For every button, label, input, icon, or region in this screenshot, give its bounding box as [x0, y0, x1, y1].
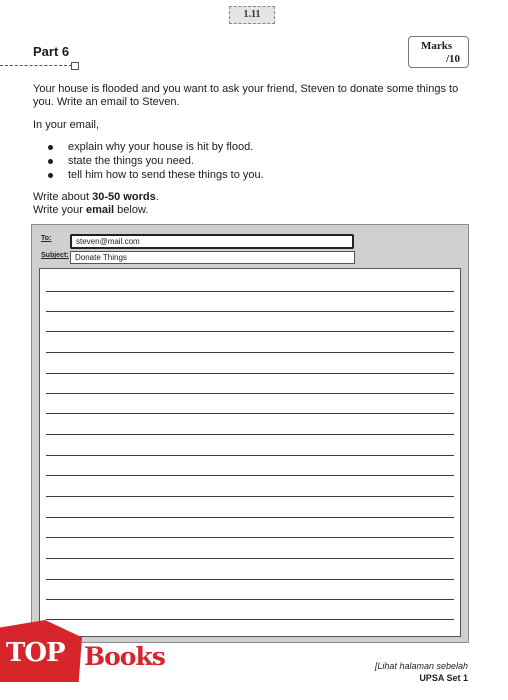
writing-line [46, 599, 454, 600]
subject-field[interactable]: Donate Things [70, 251, 355, 264]
to-label: To: [41, 235, 52, 242]
write-email-bold: email [85, 204, 115, 216]
bullet-dot-icon [48, 145, 53, 150]
writing-line [46, 373, 454, 374]
writing-line [46, 434, 454, 435]
footer-set: UPSA Set 1 [419, 673, 468, 683]
bullet-text: tell him how to send these things to you. [68, 169, 264, 181]
bullet-dot-icon [48, 173, 53, 178]
writing-line [46, 291, 454, 292]
cut-line-end [71, 62, 79, 70]
topbooks-logo [0, 620, 186, 682]
bullet-item [48, 169, 264, 183]
footer-next-page: [Lihat halaman sebelah [374, 661, 468, 671]
writing-line [46, 393, 454, 394]
word-count-value: 30-50 words [92, 191, 156, 203]
bullet-text: explain why your house is hit by flood. [68, 141, 254, 153]
instruction-in-email: In your email, [33, 119, 100, 131]
logo-top-text: TOP [6, 638, 65, 668]
writing-line [46, 579, 454, 580]
word-count-instruction [33, 191, 159, 204]
instruction-intro: Your house is flooded and you want to ask your friend, Steven to donate some things to you. Write an email to Steven. [33, 83, 459, 108]
cut-line [0, 65, 72, 66]
writing-line [46, 496, 454, 497]
writing-line [46, 311, 454, 312]
writing-line [46, 455, 454, 456]
writing-line [46, 558, 454, 559]
marks-box [408, 36, 469, 68]
subject-label: Subject: [41, 252, 69, 259]
to-field[interactable]: steven@mail.com [70, 234, 354, 249]
write-email-instruction [33, 204, 148, 217]
logo-books-text: Books [84, 642, 165, 671]
bullet-dot-icon [48, 159, 53, 164]
word-count-prefix: Write about [33, 191, 93, 203]
writing-line [46, 413, 454, 414]
bullet-list [48, 141, 264, 183]
page-code: 1.11 [229, 6, 275, 24]
bullet-item [48, 155, 264, 169]
marks-value: /10 [445, 53, 460, 65]
write-email-prefix: Write your [33, 204, 86, 216]
bullet-item [48, 141, 264, 155]
writing-line [46, 352, 454, 353]
email-body-area[interactable] [39, 268, 461, 637]
word-count-suffix: . [155, 191, 159, 203]
writing-line [46, 517, 454, 518]
writing-line [46, 537, 454, 538]
writing-line [46, 331, 454, 332]
bullet-text: state the things you need. [68, 155, 194, 167]
email-form [31, 224, 469, 643]
write-email-suffix: below. [114, 204, 149, 216]
part-title: Part 6 [33, 44, 70, 59]
marks-label: Marks [421, 40, 453, 52]
writing-line [46, 475, 454, 476]
